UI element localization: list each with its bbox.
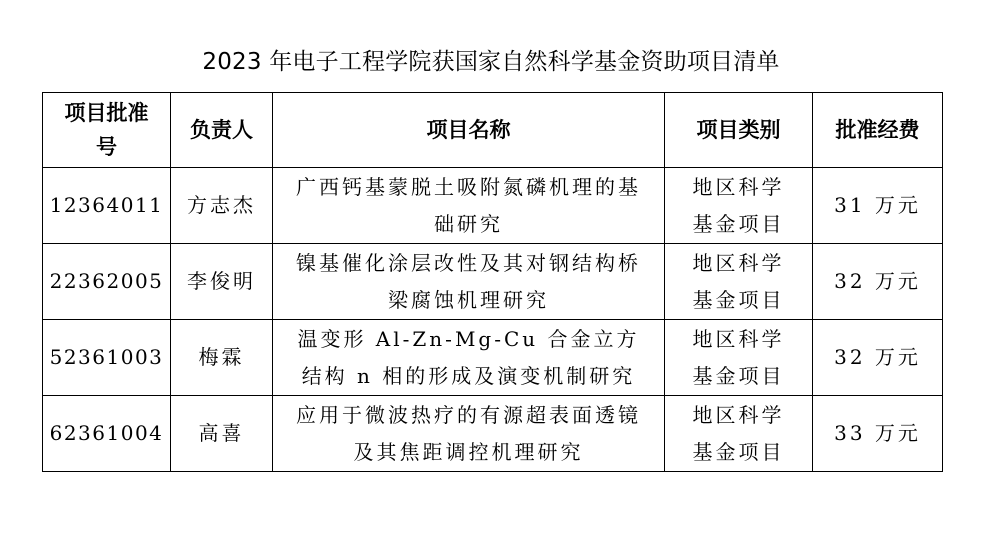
header-project-category: 项目类别 xyxy=(665,93,813,168)
project-category-cell: 地区科学基金项目 xyxy=(665,244,813,320)
person-cell: 方志杰 xyxy=(171,168,273,244)
grant-table xyxy=(42,92,943,472)
table-row xyxy=(43,396,943,472)
document-title: 2023 年电子工程学院获国家自然科学基金资助项目清单 xyxy=(202,49,780,75)
project-name-cell: 温变形 Al-Zn-Mg-Cu 合金立方结构 n 相的形成及演变机制研究 xyxy=(273,320,665,396)
person-cell: 高喜 xyxy=(171,396,273,472)
header-project-name: 项目名称 xyxy=(273,93,665,168)
project-id-cell: 22362005 xyxy=(43,244,171,320)
funding-cell: 32 万元 xyxy=(813,320,943,396)
table-row xyxy=(43,320,943,396)
project-name-cell: 镍基催化涂层改性及其对钢结构桥梁腐蚀机理研究 xyxy=(273,244,665,320)
project-id-cell: 12364011 xyxy=(43,168,171,244)
project-category-cell: 地区科学基金项目 xyxy=(665,396,813,472)
project-id-cell: 62361004 xyxy=(43,396,171,472)
person-cell: 李俊明 xyxy=(171,244,273,320)
header-person: 负责人 xyxy=(171,93,273,168)
project-id-cell: 52361003 xyxy=(43,320,171,396)
person-cell: 梅霖 xyxy=(171,320,273,396)
funding-cell: 31 万元 xyxy=(813,168,943,244)
project-name-cell: 应用于微波热疗的有源超表面透镜及其焦距调控机理研究 xyxy=(273,396,665,472)
header-funding: 批准经费 xyxy=(813,93,943,168)
project-category-cell: 地区科学基金项目 xyxy=(665,320,813,396)
funding-cell: 32 万元 xyxy=(813,244,943,320)
project-name-cell: 广西钙基蒙脱土吸附氮磷机理的基础研究 xyxy=(273,168,665,244)
project-category-cell: 地区科学基金项目 xyxy=(665,168,813,244)
table-row xyxy=(43,244,943,320)
funding-cell: 33 万元 xyxy=(813,396,943,472)
table-row xyxy=(43,168,943,244)
header-row xyxy=(43,93,943,168)
header-project-id: 项目批准号 xyxy=(43,93,171,168)
